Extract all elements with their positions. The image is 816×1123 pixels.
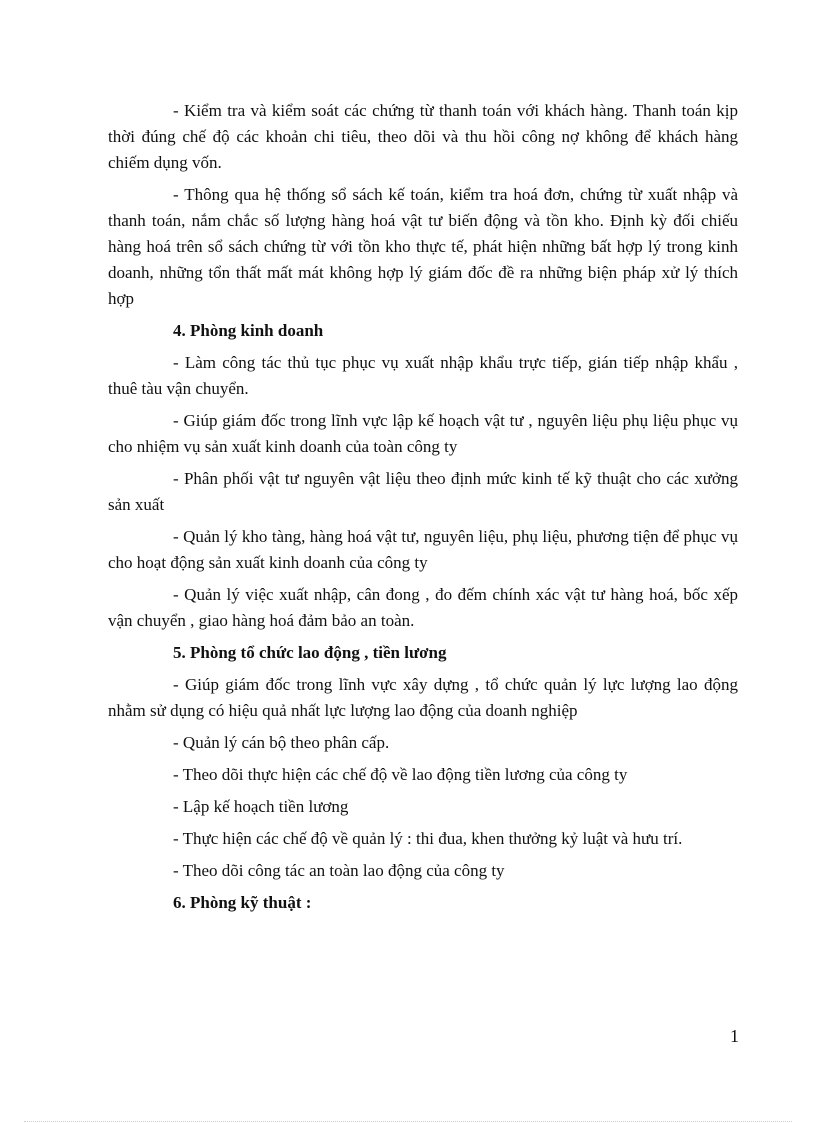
section-heading: 4. Phòng kinh doanh — [173, 321, 324, 340]
paragraph: - Lập kế hoạch tiền lương — [173, 797, 349, 816]
paragraph: - Phân phối vật tư nguyên vật liệu theo định mức kinh tế kỹ thuật cho các xưởng sản xuất — [108, 469, 738, 514]
page-number: 1 — [730, 1026, 739, 1046]
section-heading: 6. Phòng kỹ thuật : — [173, 893, 312, 912]
paragraph: - Theo dõi công tác an toàn lao động của công ty — [173, 861, 505, 880]
paragraph: - Quản lý cán bộ theo phân cấp. — [173, 733, 390, 752]
paragraph: - Kiểm tra và kiểm soát các chứng từ thanh toán với khách hàng. Thanh toán kịp thời đúng chế độ các khoản chi tiêu, theo dõi và thu hồi công nợ không để khách hàng chiếm dụng vốn. — [108, 101, 738, 172]
paragraph: - Quản lý kho tàng, hàng hoá vật tư, nguyên liệu, phụ liệu, phương tiện để phục vụ cho hoạt động sản xuất kinh doanh của công ty — [108, 527, 738, 572]
page-bottom-divider — [24, 1121, 792, 1122]
paragraph: - Giúp giám đốc trong lĩnh vực lập kế hoạch vật tư , nguyên liệu phụ liệu phục vụ cho nhiệm vụ sản xuất kinh doanh của toàn công ty — [108, 411, 738, 456]
paragraph: - Quản lý việc xuất nhập, cân đong , đo đếm chính xác vật tư hàng hoá, bốc xếp vận chuyển , giao hàng hoá đảm bảo an toàn. — [108, 585, 738, 630]
document-body — [108, 98, 738, 922]
section-heading: 5. Phòng tổ chức lao động , tiền lương — [173, 643, 447, 662]
paragraph: - Thực hiện các chế độ về quản lý : thi đua, khen thưởng kỷ luật và hưu trí. — [173, 829, 683, 848]
paragraph: - Làm công tác thủ tục phục vụ xuất nhập khẩu trực tiếp, gián tiếp nhập khẩu , thuê tàu vận chuyển. — [108, 353, 738, 398]
paragraph: - Theo dõi thực hiện các chế độ về lao động tiền lương của công ty — [173, 765, 628, 784]
paragraph: - Giúp giám đốc trong lĩnh vực xây dựng , tổ chức quản lý lực lượng lao động nhằm sử dụng có hiệu quả nhất lực lượng lao động của doanh nghiệp — [108, 675, 738, 720]
paragraph: - Thông qua hệ thống sổ sách kế toán, kiểm tra hoá đơn, chứng từ xuất nhập và thanh toán, nắm chắc số lượng hàng hoá vật tư biến động và tồn kho. Định kỳ đối chiếu hàng hoá trên sổ sách chứng từ với tồn kho thực tế, phát hiện những bất hợp lý trong kinh doanh, những tổn thất mất mát không hợp lý giám đốc đề ra những biện pháp xử lý thích hợp — [108, 185, 738, 308]
